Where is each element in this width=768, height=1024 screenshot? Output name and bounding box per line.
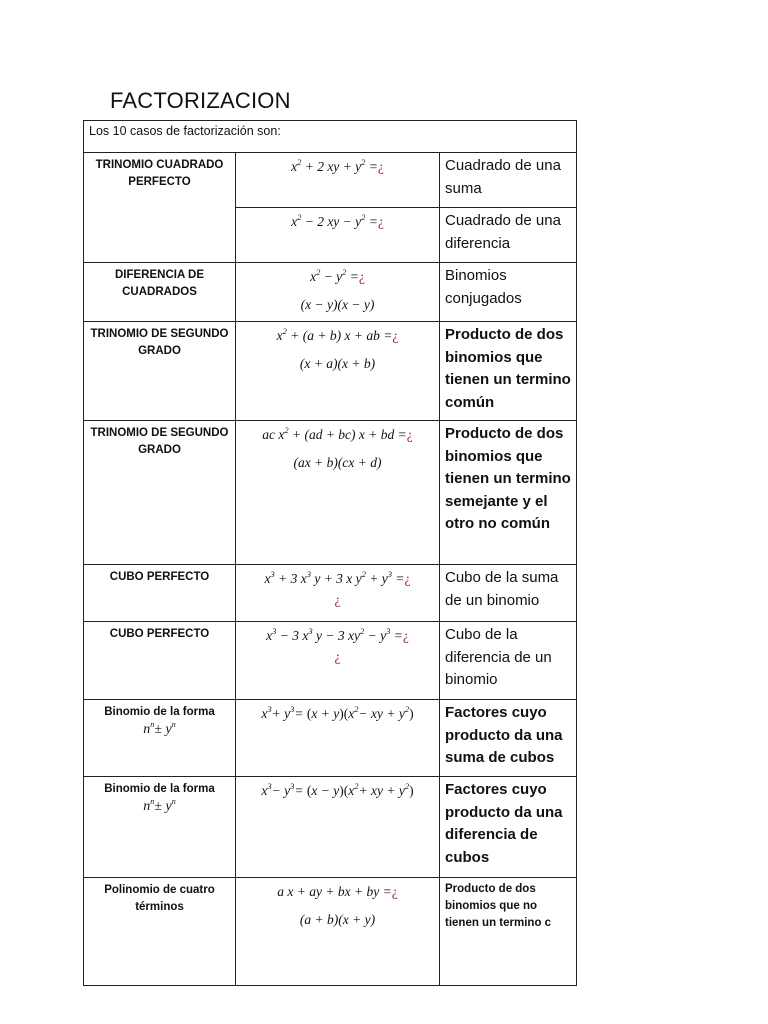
table-row [84, 878, 577, 986]
formula-factored: (x − y)(x − y) [300, 297, 375, 312]
case-name [84, 777, 236, 878]
table-row [84, 322, 577, 421]
table-row [84, 565, 577, 622]
case-description: Factores cuyo producto da una diferencia de cubos [440, 777, 577, 878]
case-description: Cuadrado de una suma [440, 153, 577, 208]
page-title: FACTORIZACION [110, 88, 291, 113]
formula: $x^2 + 2$ xy + $y^2$ =¿ [291, 157, 384, 174]
formula-cell [236, 622, 440, 700]
formula-factored: (a + b)(x + y) [299, 912, 376, 927]
formula: $x^2 - y^2$ =¿ [310, 267, 365, 284]
case-name: TRINOMIO DE SEGUNDO GRADO [84, 421, 236, 565]
case-name-text: Binomio de la forma [104, 706, 215, 718]
table-row [84, 777, 577, 878]
table-row [84, 700, 577, 777]
case-form: $n^n\pm y^n$ [143, 797, 176, 814]
formula-cell [236, 322, 440, 421]
case-name: CUBO PERFECTO [84, 622, 236, 700]
case-description: Cuadrado de una diferencia [440, 208, 577, 263]
formula-cell [236, 565, 440, 622]
formula-cell [236, 878, 440, 986]
case-description: Cubo de la suma de un binomio [440, 565, 577, 622]
factorization-table [83, 120, 577, 986]
formula: ac $x^2 + (ad + bc) x$ + bd =¿ [262, 425, 413, 442]
formula-cell [236, 700, 440, 777]
case-name: CUBO PERFECTO [84, 565, 236, 622]
case-name: TRINOMIO DE SEGUNDO GRADO [84, 322, 236, 421]
case-name-text: Binomio de la forma [104, 783, 215, 795]
formula-cell [236, 263, 440, 322]
case-description: Producto de dos binomios que tienen un termino común [440, 322, 577, 421]
table-row [84, 421, 577, 565]
formula: $x^2 - 2$ xy − $y^2$ =¿ [291, 212, 384, 229]
formula-continuation: ¿ [334, 649, 341, 664]
case-form: $n^n\pm y^n$ [143, 720, 176, 737]
formula: $x^3 + 3$ $x^3$ y + 3 x $y^2 + y^3$ =¿ [264, 569, 411, 586]
formula: a x + ay + bx + by =¿ [277, 884, 398, 899]
table-row [84, 263, 577, 322]
case-description: Cubo de la diferencia de un binomio [440, 622, 577, 700]
case-name: DIFERENCIA DE CUADRADOS [84, 263, 236, 322]
case-name: Polinomio de cuatro términos [84, 878, 236, 986]
formula-continuation: ¿ [334, 592, 341, 607]
table-row [84, 121, 577, 153]
intro-text: Los 10 casos de factorización son: [84, 121, 577, 153]
formula-cell [236, 777, 440, 878]
case-description: Producto de dos binomios que no tienen un termino c [440, 878, 577, 986]
table-row [84, 153, 577, 208]
case-description: Factores cuyo producto da una suma de cubos [440, 700, 577, 777]
formula-cell [236, 421, 440, 565]
formula-factored: (x + a)(x + b) [299, 356, 376, 371]
formula: $x^2 + (a + b) x$ + ab =¿ [276, 326, 399, 343]
case-name: TRINOMIO CUADRADO PERFECTO [84, 153, 236, 263]
case-description: Binomios conjugados [440, 263, 577, 322]
formula-factored: (ax + b)(cx + d) [293, 455, 382, 470]
formula-cell [236, 208, 440, 263]
formula: $x^3- y^3= (x - y)(x^2+$ xy + $y^2$) [261, 781, 414, 798]
table-row [84, 622, 577, 700]
formula: $x^3+ y^3= (x + y)(x^2-$ xy + $y^2$) [261, 704, 414, 721]
formula: $x^3 - 3$ $x^3$ y − 3 $xy^2 - y^3$ =¿ [266, 626, 409, 643]
formula-cell [236, 153, 440, 208]
case-name [84, 700, 236, 777]
case-description: Producto de dos binomios que tienen un termino semejante y el otro no común [440, 421, 577, 565]
